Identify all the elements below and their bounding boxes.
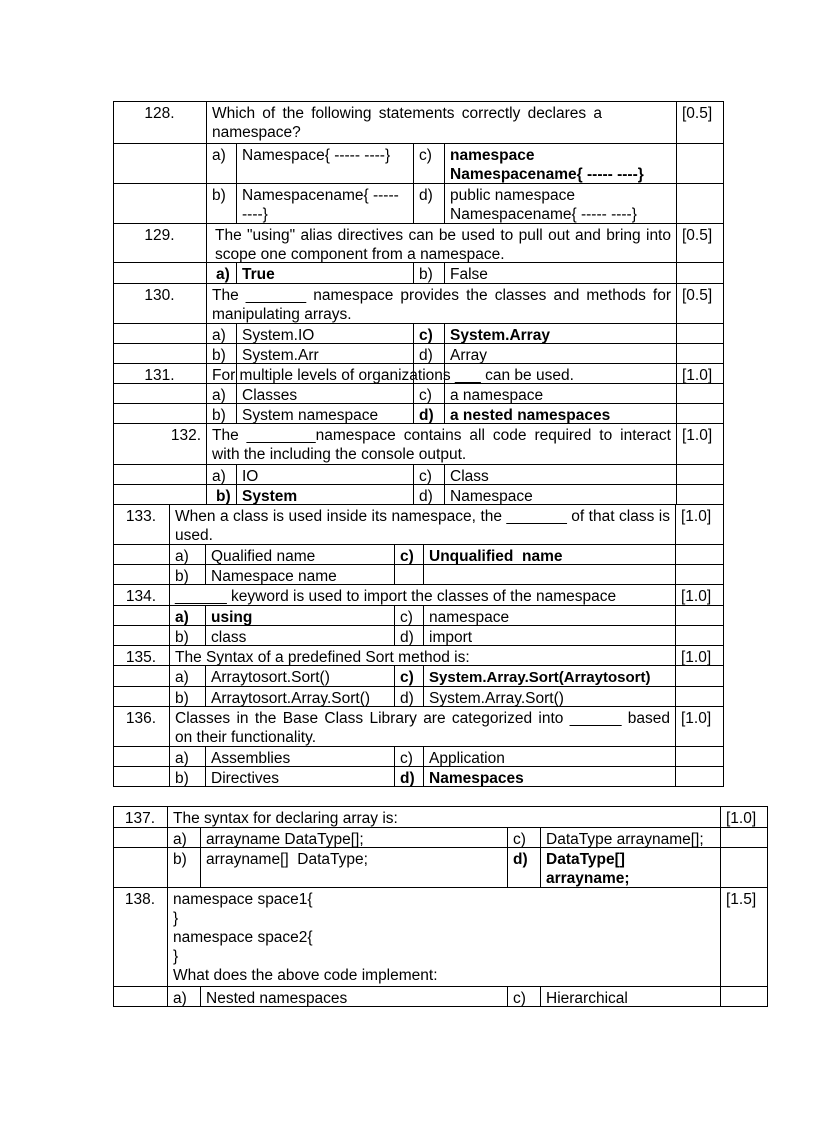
q130-c-label: c) [419, 327, 433, 344]
q128-c-text: namespace Namespacename{ ----- ----} [450, 147, 644, 183]
q133-number: 133. [125, 508, 157, 525]
q129-text: The "using" alias directives can be used to pull out and bring into scope one component from a namespace. [215, 227, 671, 263]
q128-d-text: public namespace Namespacename{ ----- ----} [450, 187, 637, 223]
q136-b-label: b) [175, 770, 189, 787]
q131-c-text: a namespace [450, 387, 544, 404]
q129-number: 129. [144, 227, 175, 244]
q137-marks: [1.0] [726, 810, 757, 827]
q133-b-label: b) [175, 568, 189, 585]
q132-a-text: IO [242, 468, 259, 485]
q137-a-label: a) [173, 831, 187, 848]
q132-number: 132. [170, 427, 201, 444]
q132-c-text: Class [450, 468, 489, 485]
q135-a-label: a) [175, 669, 189, 686]
q138-marks: [1.5] [726, 891, 757, 908]
q135-text: The Syntax of a predefined Sort method is: [175, 649, 470, 666]
q130-d-text: Array [450, 347, 488, 364]
q132-d-label: d) [419, 488, 433, 505]
q131-c-label: c) [419, 387, 432, 404]
q128-c-label: c) [419, 147, 432, 164]
q137-d-text: DataType[] arrayname; [546, 851, 630, 887]
q134-d-text: import [429, 629, 473, 646]
q136-number: 136. [125, 710, 157, 727]
q135-d-label: d) [400, 690, 414, 707]
q136-c-label: c) [400, 750, 413, 767]
q133-a-text: Qualified name [211, 548, 316, 565]
q129-b-label: b) [419, 266, 433, 283]
q128-b-label: b) [212, 187, 226, 204]
q128-marks: [0.5] [682, 105, 713, 122]
q137-b-text: arrayname[] DataType; [206, 851, 368, 868]
q130-marks: [0.5] [682, 287, 713, 304]
q136-d-text: Namespaces [429, 770, 524, 787]
q131-b-text: System namespace [242, 407, 379, 424]
q129-a-label: a) [216, 266, 230, 283]
q137-number: 137. [124, 810, 156, 827]
q133-marks: [1.0] [681, 508, 712, 525]
q138-text: What does the above code implement: [173, 967, 438, 984]
q130-text: The _______ namespace provides the classes and methods for manipulating arrays. [212, 287, 671, 323]
q132-marks: [1.0] [682, 427, 713, 444]
q134-b-label: b) [175, 629, 189, 646]
q134-number: 134. [125, 588, 157, 605]
q137-a-text: arrayname DataType[]; [206, 831, 364, 848]
q128-b-text: Namespacename{ ----- ----} [242, 187, 399, 223]
q137-d-label: d) [513, 851, 528, 868]
q138-code-line-1: namespace space1{ [173, 891, 313, 908]
q138-a-label: a) [173, 990, 187, 1007]
q135-b-label: b) [175, 690, 189, 707]
q128-text: Which of the following statements correctly declares a namespace? [212, 105, 602, 141]
q138-a-text: Nested namespaces [206, 990, 348, 1007]
q133-a-label: a) [175, 548, 189, 565]
q137-b-label: b) [173, 851, 187, 868]
q131-number: 131. [144, 367, 175, 384]
q136-b-text: Directives [211, 770, 280, 787]
q131-text: For multiple levels of organizations ___ can be used. [212, 367, 574, 384]
q128-a-label: a) [212, 147, 226, 164]
q134-marks: [1.0] [681, 588, 712, 605]
q131-d-text: a nested namespaces [450, 407, 611, 424]
q131-b-label: b) [212, 407, 226, 424]
q138-code-line-2: } [173, 910, 179, 927]
q138-number: 138. [124, 891, 156, 908]
q134-c-label: c) [400, 609, 413, 626]
q131-d-label: d) [419, 407, 434, 424]
q138-c-text: Hierarchical [546, 990, 628, 1007]
q130-c-text: System.Array [450, 327, 550, 344]
q137-c-text: DataType arrayname[]; [546, 831, 704, 848]
q128-a-text: Namespace{ ----- ----} [242, 147, 391, 164]
q132-a-label: a) [212, 468, 226, 485]
q135-d-text: System.Array.Sort() [429, 690, 564, 707]
q137-text: The syntax for declaring array is: [173, 810, 398, 827]
q134-a-text: using [211, 609, 253, 626]
q132-b-text: System [242, 488, 298, 505]
q132-c-label: c) [419, 468, 432, 485]
q132-d-text: Namespace [450, 488, 533, 505]
q135-b-text: Arraytosort.Array.Sort() [211, 690, 371, 707]
q132-text: The ________namespace contains all code required to interact with the including the console output. [212, 427, 671, 463]
q134-text: ______ keyword is used to import the classes of the namespace [175, 588, 617, 605]
q138-code-line-3: namespace space2{ [173, 929, 313, 946]
q134-d-label: d) [400, 629, 414, 646]
q136-d-label: d) [400, 770, 415, 787]
q130-b-label: b) [212, 347, 226, 364]
q130-b-text: System.Arr [242, 347, 319, 364]
q136-a-label: a) [175, 750, 189, 767]
q130-a-text: System.IO [242, 327, 315, 344]
q129-b-text: False [450, 266, 488, 283]
q128-number: 128. [144, 105, 175, 122]
q134-c-text: namespace [429, 609, 510, 626]
q134-a-label: a) [175, 609, 189, 626]
q132-b-label: b) [216, 488, 231, 505]
q129-marks: [0.5] [682, 227, 713, 244]
q130-number: 130. [144, 287, 175, 304]
q138-c-label: c) [513, 990, 526, 1007]
q135-number: 135. [125, 649, 157, 666]
q135-c-text: System.Array.Sort(Arraytosort) [429, 669, 651, 686]
q138-code-line-4: } [173, 948, 179, 965]
q135-c-label: c) [400, 669, 414, 686]
q136-c-text: Application [429, 750, 505, 767]
q135-marks: [1.0] [681, 649, 712, 666]
q136-a-text: Assemblies [211, 750, 291, 767]
q131-a-label: a) [212, 387, 226, 404]
q130-d-label: d) [419, 347, 433, 364]
q133-c-text: Unqualified name [429, 548, 563, 565]
q133-text: When a class is used inside its namespace, the _______ of that class is used. [175, 508, 670, 544]
q133-b-text: Namespace name [211, 568, 337, 585]
q128-d-label: d) [419, 187, 433, 204]
q131-marks: [1.0] [682, 367, 713, 384]
q136-text: Classes in the Base Class Library are categorized into ______ based on their functionality. [175, 710, 670, 746]
q133-c-label: c) [400, 548, 414, 565]
q137-c-label: c) [513, 831, 526, 848]
q131-a-text: Classes [242, 387, 298, 404]
q135-a-text: Arraytosort.Sort() [211, 669, 330, 686]
q134-b-text: class [211, 629, 247, 646]
q130-a-label: a) [212, 327, 226, 344]
q129-a-text: True [242, 266, 275, 283]
q136-marks: [1.0] [681, 710, 712, 727]
